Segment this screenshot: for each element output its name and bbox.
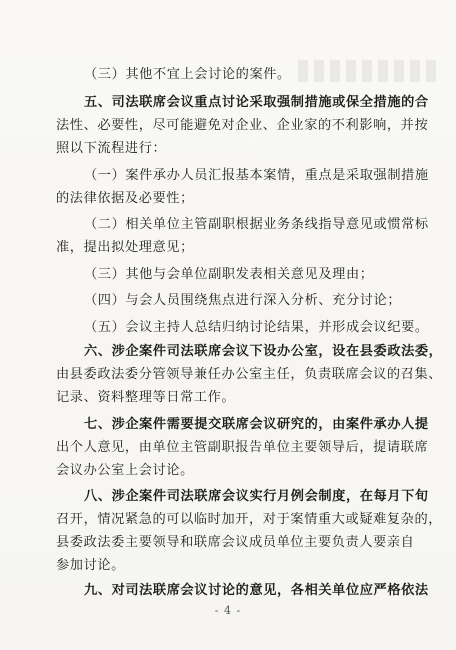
clause-9-heading: 九、对司法联席会议讨论的意见，各相关单位应严格依法 xyxy=(84,583,429,598)
page-number: - 4 - xyxy=(214,604,242,617)
clause-6-heading: 六、涉企案件司法联席会议下设办公室，设在县委政法委， xyxy=(84,344,443,360)
clause-5-text-line-2: 法性、必要性，尽可能避免对企业、企业家的不利影响，并按 xyxy=(56,118,429,134)
clause-5-item-1: （一）案件承办人员汇报基本案情，重点是采取强制措施 xyxy=(84,167,429,183)
clause-5-item-1-cont: 的法律依据及必要性； xyxy=(56,190,194,206)
clause-5-item-4: （四）与会人员围绕焦点进行深入分析、充分讨论； xyxy=(84,293,402,309)
clause-8-text-line-3: 县委政法委主要领导和联席会议成员单位主要负责人要亲自 xyxy=(56,535,415,551)
clause-5-item-2: （二）相关单位主管副职根据业务条线指导意见或惯常标 xyxy=(84,217,429,233)
clause-5-item-5: （五）会议主持人总结归纳讨论结果，并形成会议纪要。 xyxy=(84,319,429,335)
clause-7-text-line-3: 会议办公室上会讨论。 xyxy=(56,462,194,478)
clause-7-text-line-2: 出个人意见，由单位主管副职报告单位主要领导后，提请联席 xyxy=(56,439,429,455)
clause-5-item-2-cont: 准，提出拟处理意见； xyxy=(56,240,194,256)
clause-5-heading: 五、司法联席会议重点讨论采取强制措施或保全措施的合 xyxy=(84,95,429,111)
clause-4-item-3: （三）其他不宜上会讨论的案件。 xyxy=(84,67,291,82)
clause-6-text-line-2: 由县委政法委分管领导兼任办公室主任，负责联席会议的召集、 xyxy=(56,367,443,383)
clause-8-text-line-4: 参加讨论。 xyxy=(56,558,125,574)
clause-5-text-line-3: 照以下流程进行： xyxy=(56,141,167,157)
clause-6-text-line-3: 记录、资料整理等日常工作。 xyxy=(56,390,236,406)
clause-5-item-3: （三）其他与会单位副职发表相关意见及理由； xyxy=(84,266,374,282)
clause-7-heading: 七、涉企案件需要提交联席会议研究的，由案件承办人提 xyxy=(84,416,429,432)
clause-8-text-line-2: 召开，情况紧急的可以临时加开，对于案情重大或疑难复杂的， xyxy=(56,512,443,528)
clause-8-heading: 八、涉企案件司法联席会议实行月例会制度，在每月下旬 xyxy=(84,489,429,505)
